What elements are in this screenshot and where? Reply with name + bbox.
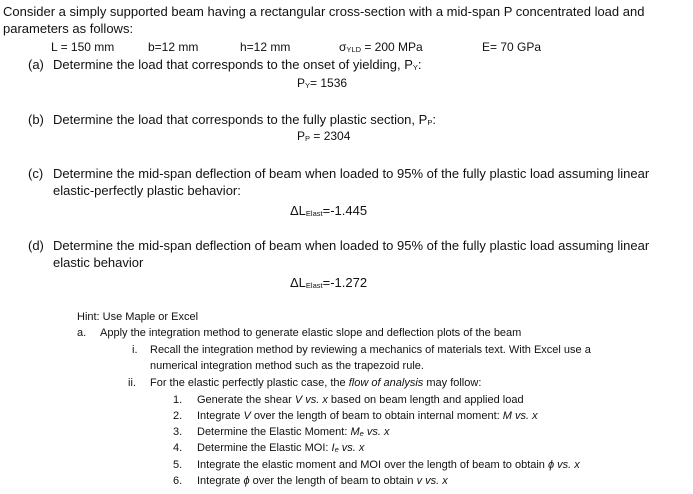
part-c-answer-value: =-1.445 (322, 203, 368, 218)
step-2-em: V (243, 410, 251, 422)
part-b-answer-sub: P (305, 134, 311, 143)
step-2-pre: Integrate (197, 410, 244, 422)
step-6-em2: v vs. x (416, 475, 448, 487)
step-2-post: over the length of beam to obtain internal moment: (250, 410, 503, 422)
step-3-number: 3. (173, 426, 183, 438)
param-yield-stress (339, 40, 423, 57)
sigma-value: = 200 MPa (361, 40, 423, 54)
step-3-em2: vs. x (363, 426, 390, 438)
part-a-subscript: Y (412, 63, 418, 72)
step-1-text (197, 393, 524, 407)
sigma-subscript: YLD (346, 45, 361, 54)
param-modulus: E= 70 GPa (482, 40, 542, 54)
part-d-line-1: Determine the mid-span deflection of beam when loaded to 95% of the fully plastic load assuming linear (53, 238, 650, 253)
part-b-answer (297, 129, 350, 146)
hint-title: Hint: Use Maple or Excel (77, 311, 199, 323)
part-c-answer-sub: Elast (305, 209, 323, 218)
part-a-question (53, 56, 422, 76)
hint-a-text: Apply the integration method to generate elastic slope and deflection plots of the beam (100, 327, 522, 339)
part-d-label: (d) (28, 238, 44, 253)
step-6-number: 6. (173, 475, 183, 487)
step-4-text (197, 441, 364, 457)
hint-i-line-1: Recall the integration method by reviewing a mechanics of materials text. With Excel use a (150, 344, 591, 356)
step-4-sub: e (334, 445, 339, 454)
part-d-line-2: elastic behavior (53, 255, 144, 270)
step-6-em: ϕ (243, 475, 250, 487)
param-length: L = 150 mm (51, 40, 115, 54)
part-b-question (53, 111, 436, 131)
hint-ii-post: may follow: (423, 377, 482, 389)
step-2-em2: M vs. x (502, 410, 538, 422)
step-5-em: ϕ vs. x (547, 459, 580, 471)
step-6-post: over the length of beam to obtain (249, 475, 417, 487)
hint-i-line-2: numerical integration method such as the trapezoid rule. (150, 360, 424, 372)
step-3-em: M (350, 426, 360, 438)
step-2-text (197, 409, 538, 423)
step-5-text (197, 458, 580, 472)
intro-line-1: Consider a simply supported beam having a rectangular cross-section with a mid-span P concentrated load and (3, 4, 645, 19)
step-4-number: 4. (173, 442, 183, 454)
part-c-line-2: elastic-perfectly plastic behavior: (53, 183, 241, 198)
part-c-line-1: Determine the mid-span deflection of beam when loaded to 95% of the fully plastic load assuming linear (53, 166, 650, 181)
step-1-post: based on beam length and applied load (327, 394, 524, 406)
step-5-number: 5. (173, 459, 183, 471)
hint-i-marker: i. (132, 344, 138, 356)
param-width: b=12 mm (148, 40, 199, 54)
hint-a-marker: a. (77, 327, 87, 339)
param-height: h=12 mm (240, 40, 291, 54)
step-3-text (197, 425, 389, 441)
step-4-em2: vs. x (338, 442, 365, 454)
intro-line-2: parameters as follows: (3, 21, 134, 36)
part-b-subscript: P (427, 118, 433, 127)
step-1-pre: Generate the shear (197, 394, 295, 406)
part-d-answer (290, 274, 367, 294)
part-a-colon: : (417, 57, 422, 72)
part-b-label: (b) (28, 112, 44, 127)
hint-ii-pre: For the elastic perfectly plastic case, the (150, 377, 349, 389)
step-1-number: 1. (173, 394, 183, 406)
step-5-pre: Integrate the elastic moment and MOI over the length of beam to obtain (197, 459, 548, 471)
step-6-pre: Integrate (197, 475, 244, 487)
part-b-colon: : (432, 112, 436, 127)
part-d-answer-sub: Elast (305, 281, 323, 290)
part-c-answer (290, 202, 367, 222)
part-a-answer-value: = 1536 (310, 76, 348, 90)
step-3-pre: Determine the Elastic Moment: (197, 426, 351, 438)
part-a-text: Determine the load that corresponds to the onset of yielding, P (53, 57, 413, 72)
hint-ii-text (150, 376, 481, 390)
hint-ii-marker: ii. (128, 377, 136, 389)
sigma-symbol: σ (339, 40, 347, 54)
part-a-answer (297, 76, 347, 93)
part-d-answer-var: ΔL (290, 275, 306, 290)
step-6-text (197, 474, 448, 488)
part-b-answer-value: = 2304 (310, 129, 351, 143)
part-d-answer-value: =-1.272 (322, 275, 368, 290)
hint-ii-emphasis: flow of analysis (348, 377, 424, 389)
step-4-pre: Determine the Elastic MOI: (197, 442, 332, 454)
step-4-em: I (331, 442, 335, 454)
part-a-answer-sub: Y (305, 81, 311, 90)
step-2-number: 2. (173, 410, 183, 422)
part-c-label: (c) (28, 166, 44, 181)
step-1-em: V vs. x (294, 394, 328, 406)
part-a-label: (a) (28, 57, 44, 72)
part-b-text: Determine the load that corresponds to the fully plastic section, P (53, 112, 428, 127)
part-c-answer-var: ΔL (290, 203, 306, 218)
part-b-answer-var: P (297, 129, 306, 143)
part-a-answer-var: P (297, 76, 306, 90)
step-3-sub: e (359, 429, 364, 438)
